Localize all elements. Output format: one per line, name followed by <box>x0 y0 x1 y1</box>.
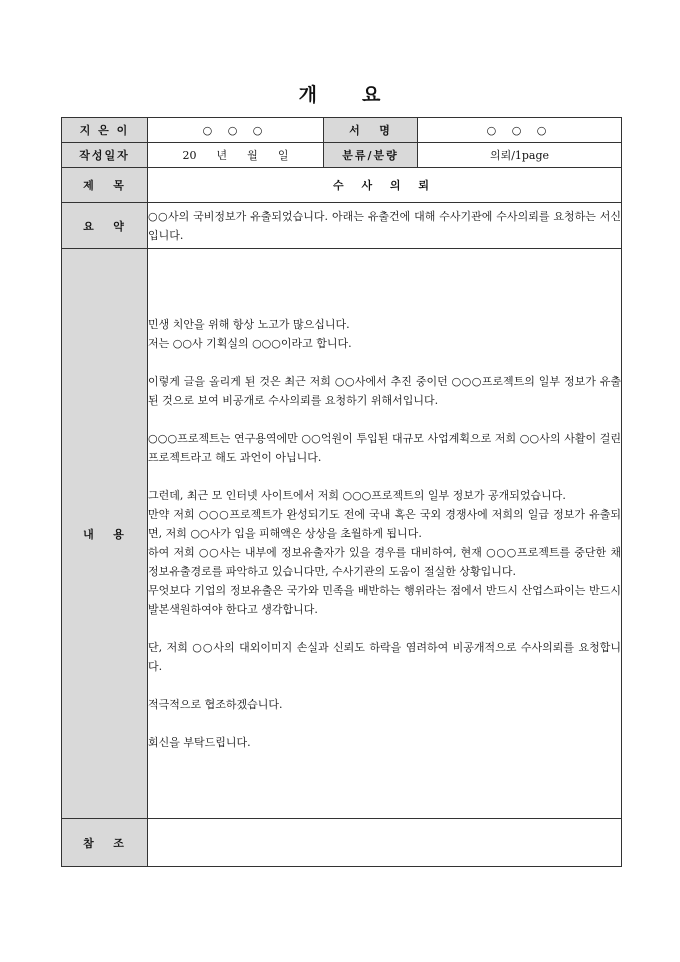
signature-label: 서 명 <box>324 118 418 143</box>
author-value: ○ ○ ○ <box>148 118 324 143</box>
row-author <box>62 118 622 143</box>
reference-label: 참 조 <box>62 819 148 867</box>
content-blank-line <box>148 410 621 429</box>
content-paragraph: 하여 저희 ○○사는 내부에 정보유출자가 있을 경우를 대비하여, 현재 ○○○프로젝트를 중단한 채 정보유출경로를 파악하고 있습니다만, 수사기관의 도움이 절실한 상황입니다. <box>148 546 621 578</box>
row-summary <box>62 203 622 249</box>
content-paragraph: ○○○프로젝트는 연구용역에만 ○○억원이 투입된 대규모 사업계획으로 저희 ○○사의 사활이 걸린 프로젝트라고 해도 과언이 아닙니다. <box>148 432 621 464</box>
content-paragraph: 만약 저희 ○○○프로젝트가 완성되기도 전에 국내 혹은 국외 경쟁사에 저희의 일급 정보가 유출되면, 저희 ○○사가 입을 피해액은 상상을 초월하게 됩니다. <box>148 508 621 540</box>
content-paragraph: 그런데, 최근 모 인터넷 사이트에서 저희 ○○○프로젝트의 일부 정보가 공개되었습니다. <box>148 489 566 502</box>
content-body <box>148 249 622 819</box>
content-paragraph: 무엇보다 기업의 정보유출은 국가와 민족을 배반하는 행위라는 점에서 반드시 산업스파이는 반드시 발본색원하여야 한다고 생각합니다. <box>148 584 621 616</box>
content-paragraph: 저는 ○○사 기획실의 ○○○이라고 합니다. <box>148 337 352 350</box>
page-title-char-2: 요 <box>362 84 382 106</box>
content-blank-line <box>148 676 621 695</box>
content-paragraph: 단, 저희 ○○사의 대외이미지 손실과 신뢰도 하락을 염려하여 비공개적으로 수사의뢰를 요청합니다. <box>148 641 621 673</box>
summary-value: ○○사의 국비정보가 유출되었습니다. 아래는 유출건에 대해 수사기관에 수사의뢰를 요청하는 서신입니다. <box>148 203 622 249</box>
category-label: 분류/분량 <box>324 143 418 168</box>
content-label: 내 용 <box>62 249 148 819</box>
row-subject <box>62 168 622 203</box>
date-value <box>148 143 324 168</box>
summary-label: 요 약 <box>62 203 148 249</box>
reference-value <box>148 819 622 867</box>
signature-value: ○ ○ ○ <box>418 118 622 143</box>
date-day-unit: 일 <box>277 149 289 162</box>
subject-value: 수 사 의 뢰 <box>148 168 622 203</box>
content-paragraph: 회신을 부탁드립니다. <box>148 736 251 749</box>
page-title <box>0 80 680 107</box>
content-blank-line <box>148 714 621 733</box>
author-label: 지 은 이 <box>62 118 148 143</box>
content-paragraph: 적극적으로 협조하겠습니다. <box>148 698 283 711</box>
content-paragraph: 민생 치안을 위해 항상 노고가 많으십니다. <box>148 318 350 331</box>
content-paragraph: 이렇게 글을 올리게 된 것은 최근 저희 ○○사에서 추진 중이던 ○○○프로젝트의 일부 정보가 유출된 것으로 보여 비공개로 수사의뢰를 요청하기 위해서입니다. <box>148 375 621 407</box>
date-month-unit: 월 <box>247 149 258 162</box>
content-blank-line <box>148 353 621 372</box>
date-year: 20 <box>182 149 197 162</box>
page-title-char-1: 개 <box>298 84 318 106</box>
row-content <box>62 249 622 819</box>
date-year-unit: 년 <box>216 149 228 162</box>
date-label: 작성일자 <box>62 143 148 168</box>
row-date <box>62 143 622 168</box>
subject-label: 제 목 <box>62 168 148 203</box>
content-blank-line <box>148 619 621 638</box>
category-value: 의뢰/1page <box>418 143 622 168</box>
content-blank-line <box>148 467 621 486</box>
document-form-table <box>61 117 622 867</box>
row-reference <box>62 819 622 867</box>
